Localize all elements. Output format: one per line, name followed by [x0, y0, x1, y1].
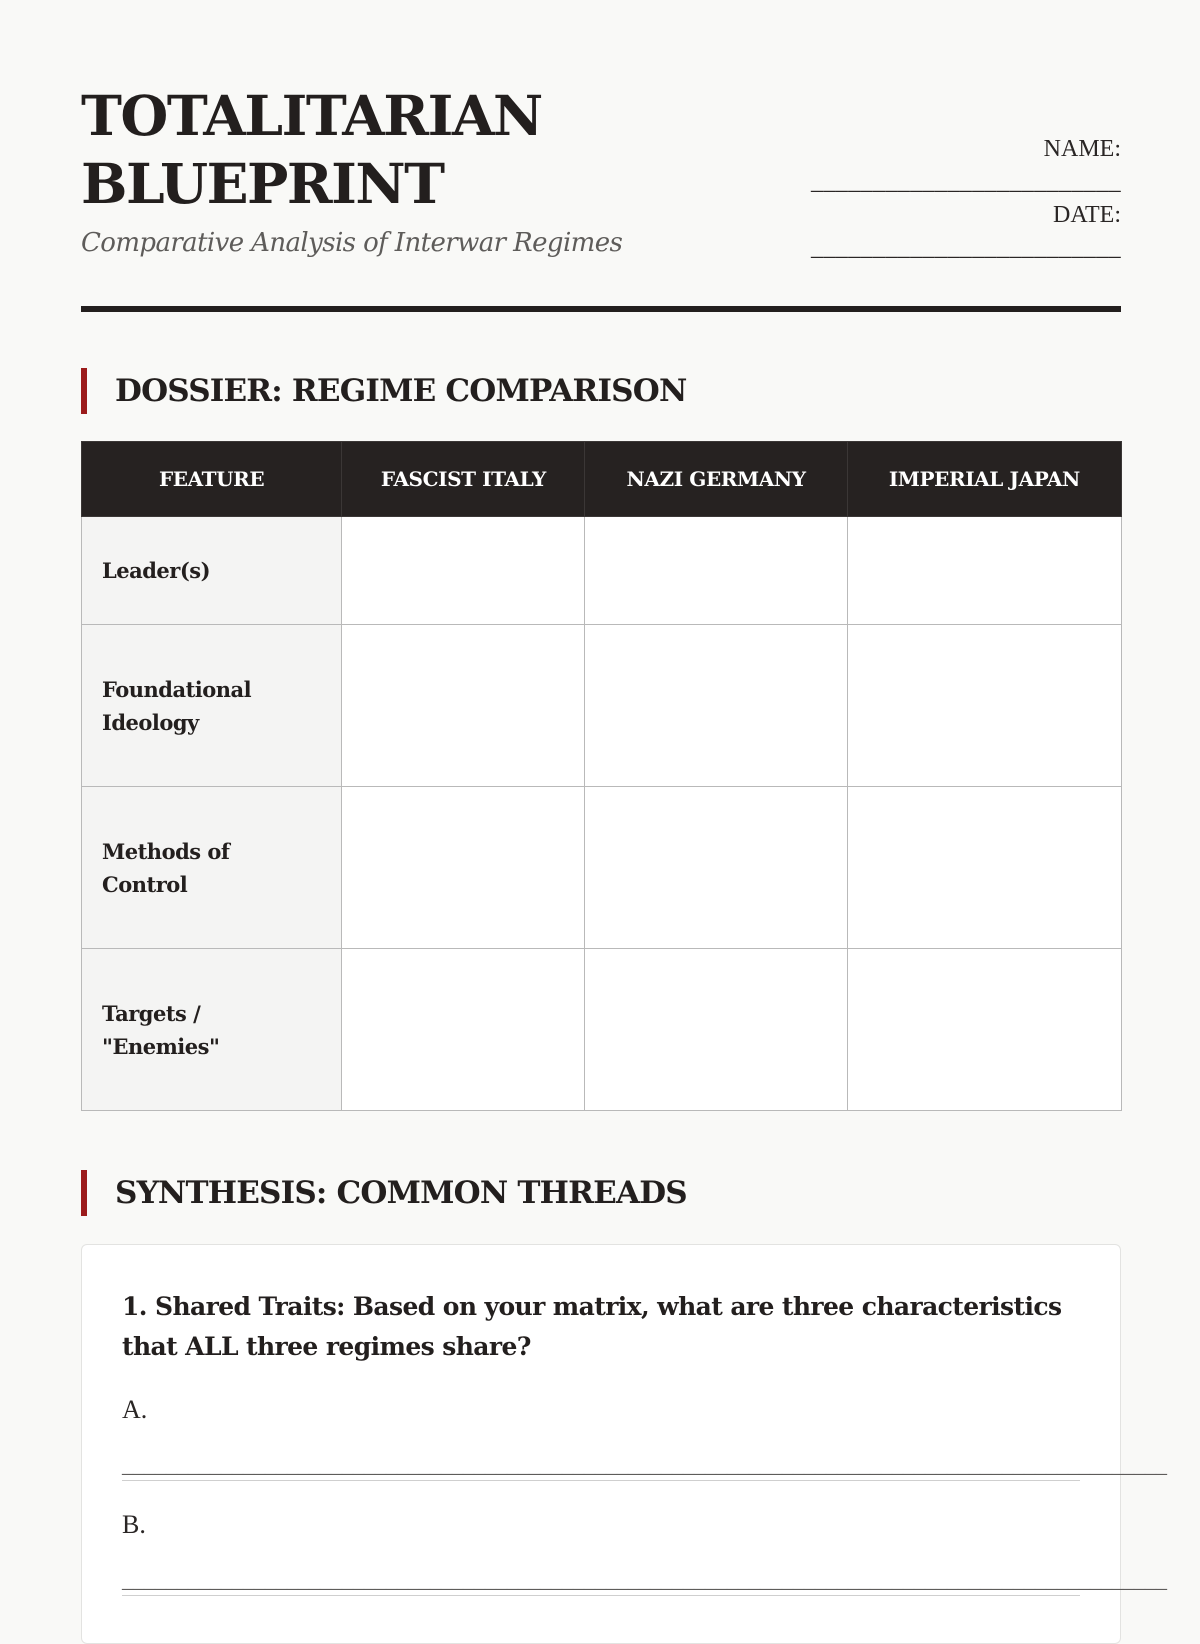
answer-label-b: B. [122, 1510, 146, 1539]
page-subtitle: Comparative Analysis of Interwar Regimes [81, 228, 623, 258]
answer-label-a: A. [122, 1395, 148, 1424]
synthesis-card [81, 1244, 1167, 1644]
answer-cell-japan-leaders[interactable] [847, 517, 1121, 625]
answer-cell-japan-targets[interactable] [847, 949, 1121, 1111]
worksheet-header [81, 0, 1121, 312]
column-header-feature: FEATURE [82, 442, 342, 517]
row-label-leaders: Leader(s) [82, 517, 342, 625]
date-field[interactable]: _________________________ [811, 235, 1121, 261]
date-label: DATE: [1053, 202, 1121, 228]
table-header-row [82, 442, 1122, 517]
title-line-2: BLUEPRINT [81, 151, 444, 216]
answer-underline-a [122, 1480, 1080, 1481]
synthesis-heading: SYNTHESIS: COMMON THREADS [81, 1170, 687, 1216]
answer-cell-japan-ideology[interactable] [847, 625, 1121, 787]
column-header-imperial-japan: IMPERIAL JAPAN [847, 442, 1121, 517]
page-title [81, 82, 542, 218]
answer-cell-germany-targets[interactable] [585, 949, 847, 1111]
answer-line-b[interactable]: _______________________________________________________________________________________________ [122, 1567, 1167, 1592]
answer-cell-germany-methods[interactable] [585, 787, 847, 949]
question-shared-traits: 1. Shared Traits: Based on your matrix, what are three characteristics that ALL three regimes share? [122, 1292, 1062, 1361]
name-label: NAME: [1043, 136, 1121, 162]
header-divider [81, 306, 1121, 312]
row-label-ideology: Foundational Ideology [82, 625, 342, 787]
title-line-1: TOTALITARIAN [81, 83, 542, 148]
table-row [82, 949, 1122, 1111]
table-row [82, 787, 1122, 949]
table-row [82, 625, 1122, 787]
answer-cell-italy-targets[interactable] [342, 949, 585, 1111]
column-header-fascist-italy: FASCIST ITALY [342, 442, 585, 517]
answer-cell-germany-leaders[interactable] [585, 517, 847, 625]
answer-underline-b [122, 1595, 1080, 1596]
answer-cell-germany-ideology[interactable] [585, 625, 847, 787]
regime-comparison-table [81, 441, 1122, 1111]
table-row [82, 517, 1122, 625]
answer-cell-italy-ideology[interactable] [342, 625, 585, 787]
row-label-methods: Methods of Control [82, 787, 342, 949]
answer-cell-japan-methods[interactable] [847, 787, 1121, 949]
answer-cell-italy-methods[interactable] [342, 787, 585, 949]
answer-cell-italy-leaders[interactable] [342, 517, 585, 625]
row-label-targets: Targets / "Enemies" [82, 949, 342, 1111]
name-field[interactable]: _________________________ [811, 169, 1121, 195]
answer-line-a[interactable]: _______________________________________________________________________________________________ [122, 1452, 1167, 1477]
dossier-heading: DOSSIER: REGIME COMPARISON [81, 368, 687, 414]
column-header-nazi-germany: NAZI GERMANY [585, 442, 847, 517]
worksheet-page [81, 0, 1167, 1592]
student-info [811, 133, 1121, 265]
